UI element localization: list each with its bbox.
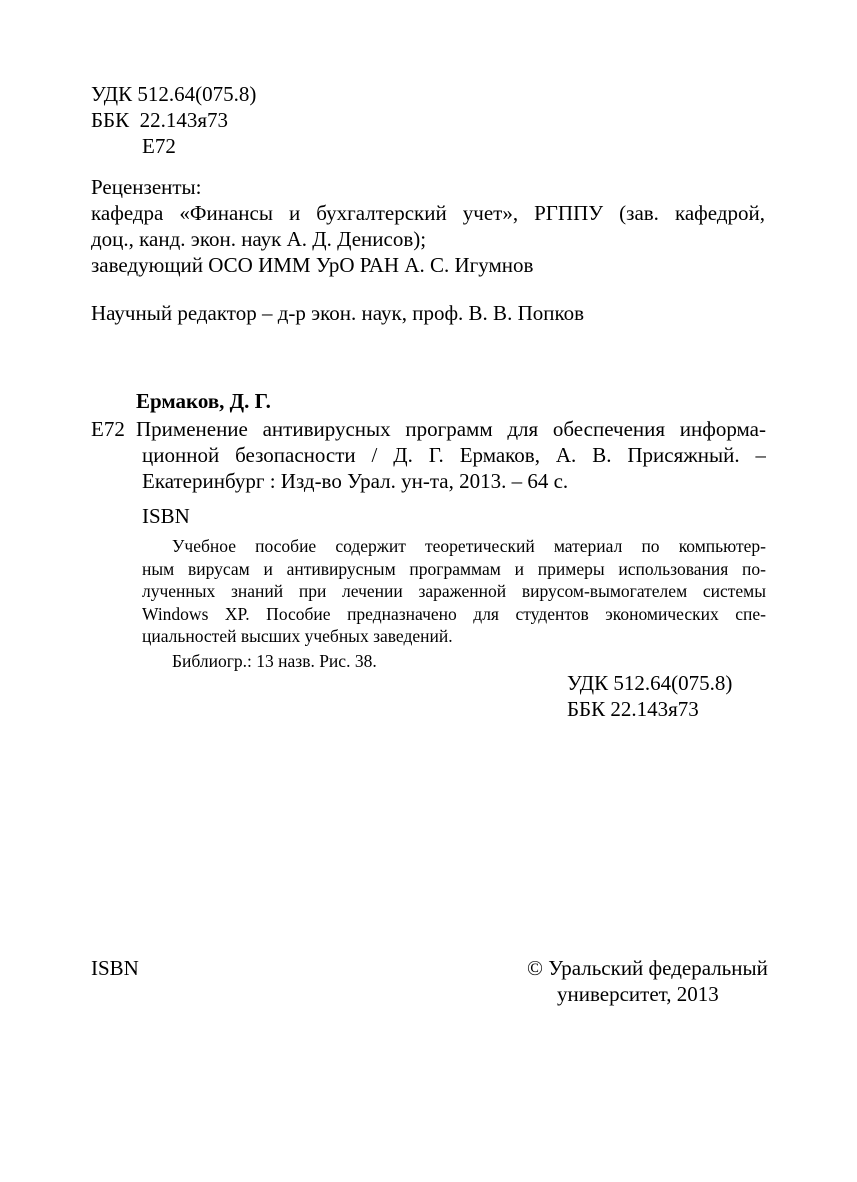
biblio-author: Ермаков, Д. Г. <box>136 389 271 413</box>
annotation-line-5: циальностей высших учебных заведений. <box>142 626 453 646</box>
annotation-block <box>142 535 766 648</box>
biblio-line-3: Екатеринбург : Изд-во Урал. ун-та, 2013. – 64 с. <box>142 469 569 493</box>
annotation-line-3: лученных знаний при лечении зараженной вирусом-вымогателем системы <box>142 581 766 601</box>
classification-udk: УДК 512.64(075.8) <box>567 671 733 695</box>
annotation-biblio: Библиогр.: 13 назв. Рис. 38. <box>172 651 377 671</box>
header-udk: УДК 512.64(075.8) <box>91 82 257 106</box>
reviewers-line-1: кафедра «Финансы и бухгалтерский учет», РГППУ (зав. кафедрой, <box>91 201 765 225</box>
reviewers-block <box>91 200 765 226</box>
biblio-isbn: ISBN <box>142 504 190 528</box>
footer-copyright-line-2: университет, 2013 <box>557 982 719 1006</box>
annotation-line-4: Windows XP. Пособие предназначено для студентов экономических спе- <box>142 603 766 624</box>
biblio-mark: Е72 <box>91 417 125 441</box>
header-bbk: ББК 22.143я73 <box>91 108 229 132</box>
biblio-description-cont <box>142 442 766 468</box>
annotation-line-2: ным вирусам и антивирусным программам и примеры использования по- <box>142 558 766 579</box>
header-author-mark: Е72 <box>142 134 176 158</box>
reviewers-title: Рецензенты: <box>91 175 202 199</box>
footer-copyright-line-1: © Уральский федеральный <box>527 956 768 980</box>
biblio-description <box>136 416 766 442</box>
biblio-line-1: Применение антивирусных программ для обеспечения информа- <box>136 417 766 441</box>
footer-isbn: ISBN <box>91 956 139 980</box>
reviewers-line-2: доц., канд. экон. наук А. Д. Денисов); <box>91 227 427 251</box>
classification-bbk: ББК 22.143я73 <box>567 697 699 721</box>
annotation-line-1: Учебное пособие содержит теоретический материал по компьютер- <box>172 536 766 556</box>
biblio-line-2: ционной безопасности / Д. Г. Ермаков, А. В. Присяжный. – <box>142 443 766 467</box>
reviewers-line-3: заведующий ОСО ИММ УрО РАН А. С. Игумнов <box>91 253 534 277</box>
scientific-editor: Научный редактор – д-р экон. наук, проф. В. В. Попков <box>91 301 585 325</box>
